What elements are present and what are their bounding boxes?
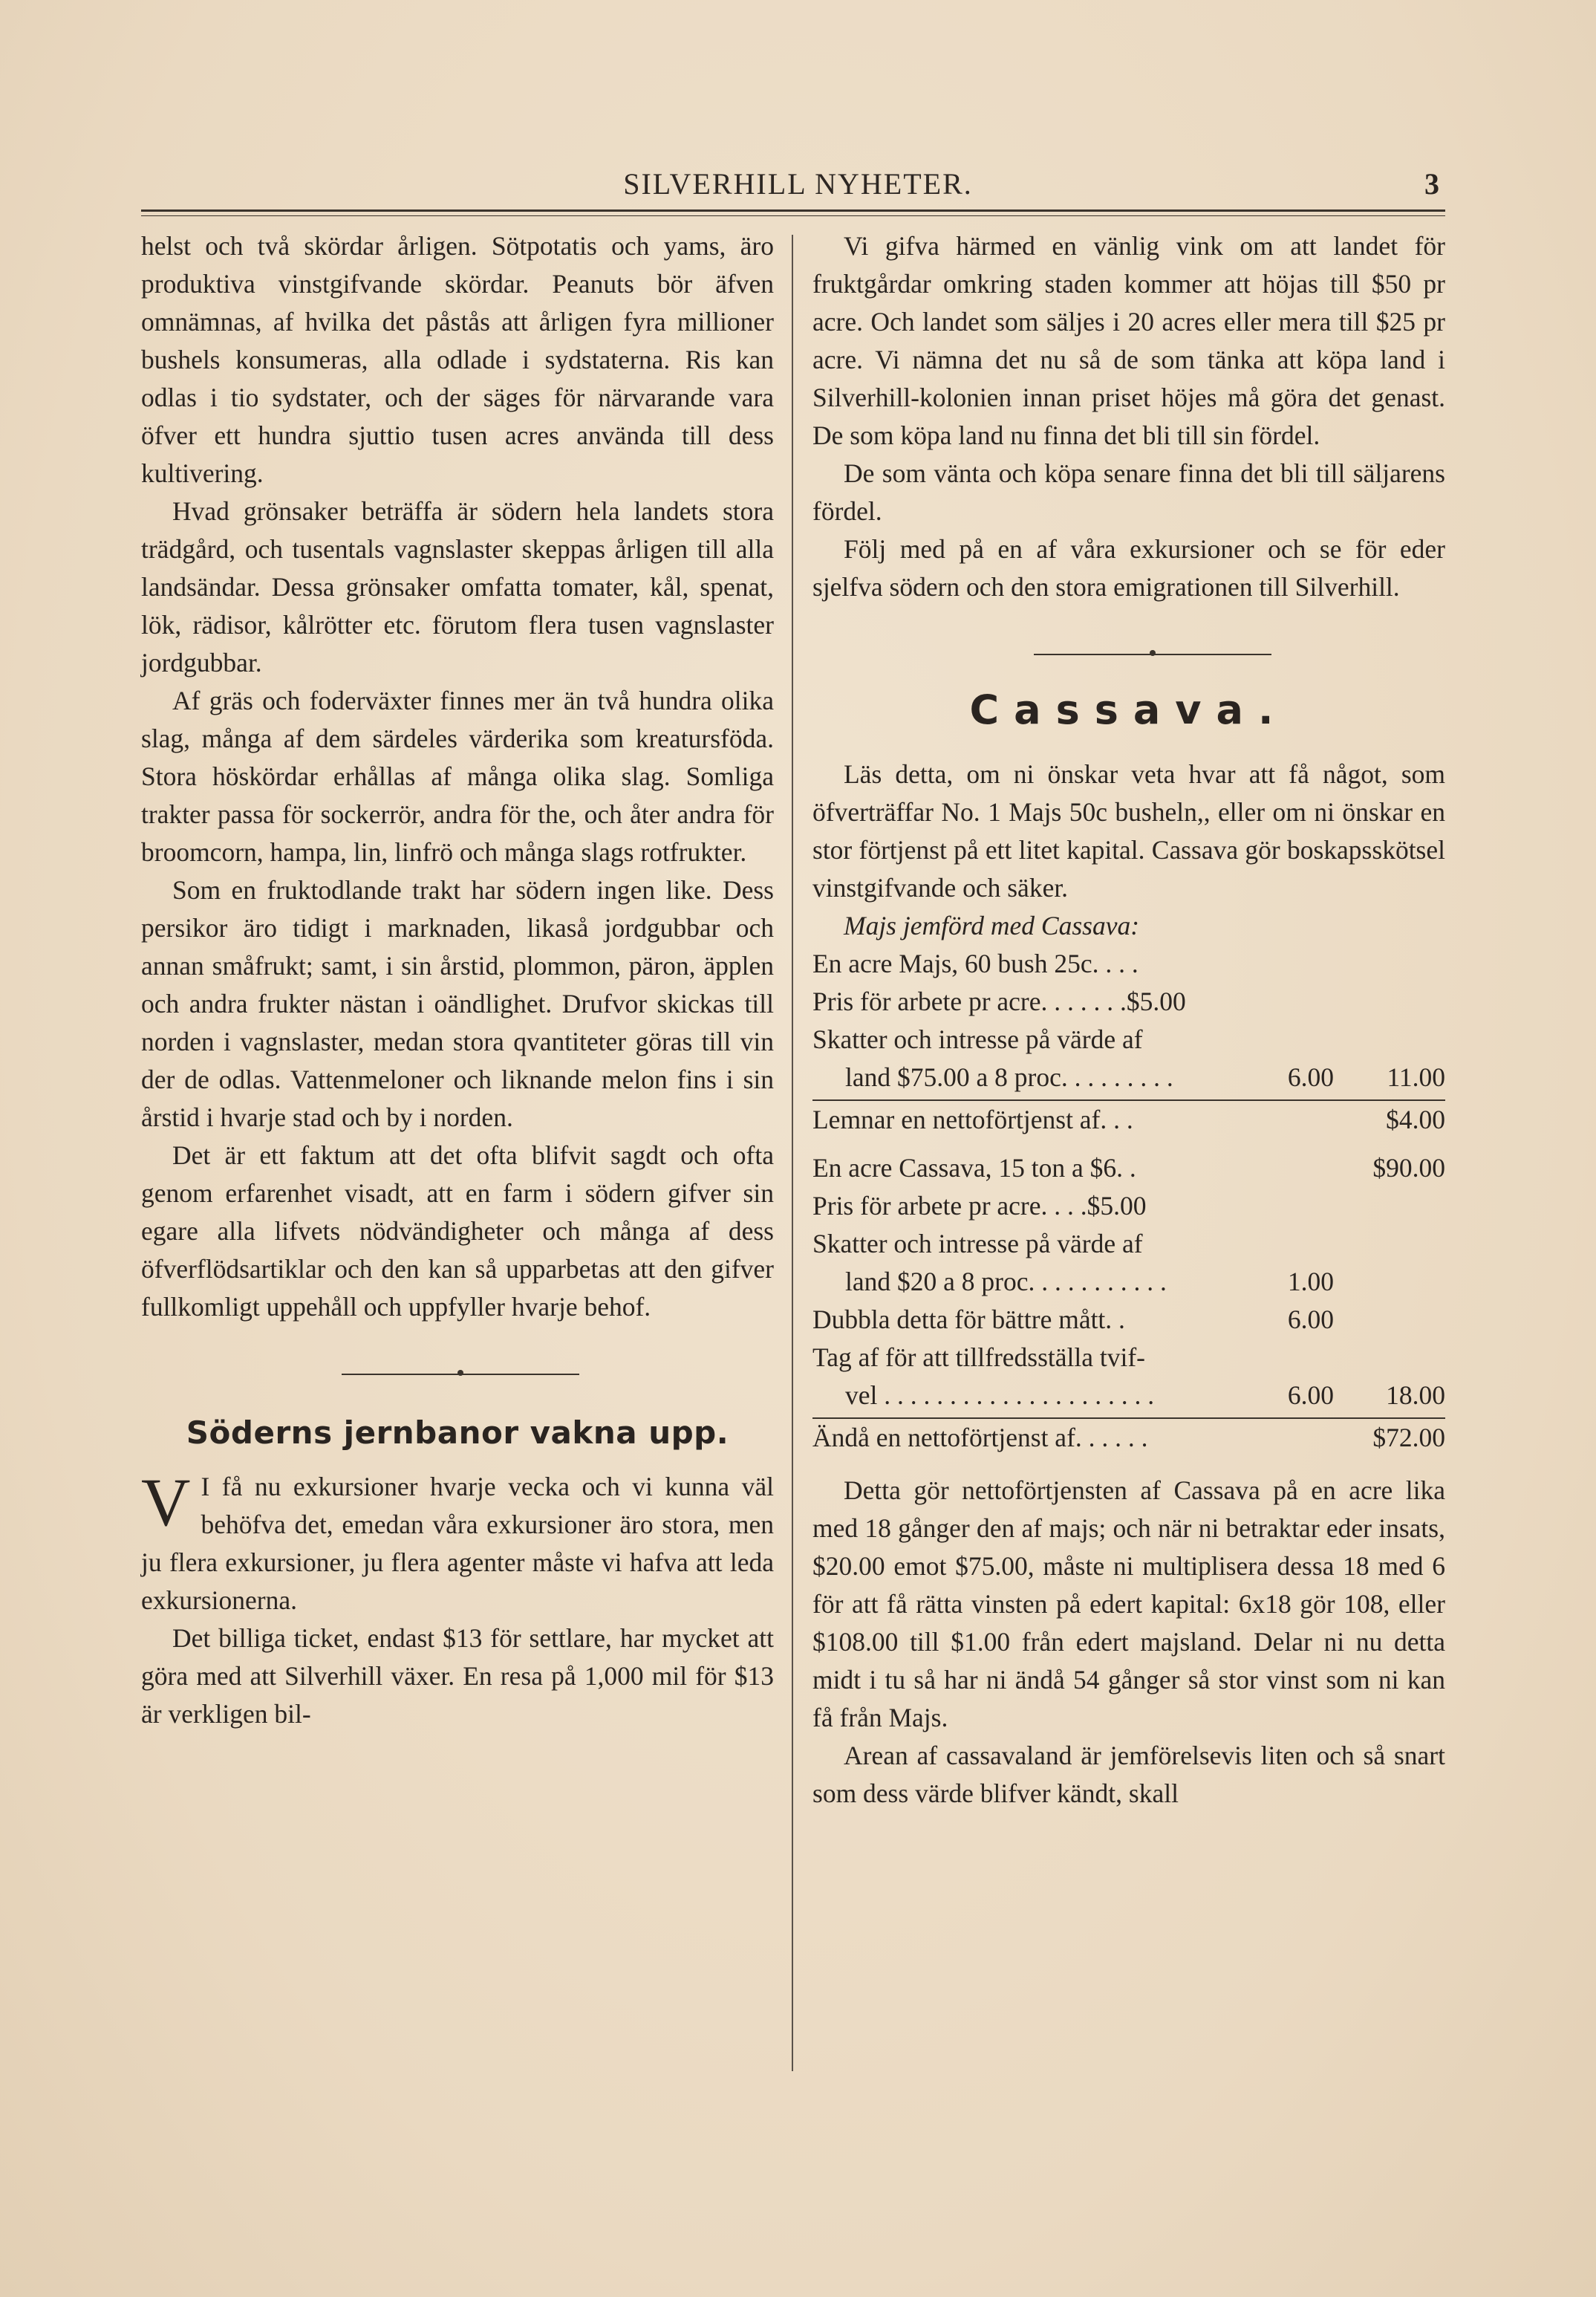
- table-row: [812, 1377, 1445, 1414]
- row-label: vel . . . . . . . . . . . . . . . . . . . . .: [845, 1380, 1155, 1410]
- closing-paragraph: Arean af cassavaland är jemförelsevis liten och så snart som dess värde blifver kändt, skall: [812, 1741, 1445, 1808]
- result-value: $72.00: [1372, 1423, 1445, 1452]
- row-label: Dubbla detta för bättre mått. .: [812, 1305, 1125, 1334]
- row-label: Tag af för att tillfredsställa tvif-: [812, 1342, 1145, 1372]
- column-divider: [792, 235, 793, 2071]
- row-total: [1334, 1225, 1445, 1263]
- section-paragraph: [141, 1464, 774, 1619]
- page-header-title: SILVERHILL NYHETER.: [623, 167, 973, 201]
- right-paragraph: Följ med på en af våra exkursioner och se för eder sjelfva södern och den stora emigrationen till Silverhill.: [812, 534, 1445, 602]
- table-row: [812, 1339, 1445, 1377]
- left-column: [141, 227, 774, 1733]
- row-value: 6.00: [1287, 1305, 1334, 1334]
- row-total: [1334, 1339, 1445, 1377]
- row-label: Skatter och intresse på värde af: [812, 1024, 1143, 1054]
- section-heading-railways: Söderns jernbanor vakna upp.: [186, 1414, 729, 1451]
- header-rule-thin: [141, 215, 1445, 216]
- left-paragraph: Af gräs och foderväxter finnes mer än två hundra olika slag, många af dem särdeles värderika som kreatursföda. Stora höskördar erhållas af många olika slag. Somliga trakter passa för sockerrör, andra för the, och åter andra för broomcorn, hampa, lin, linfrö och många slags rotfrukter.: [141, 686, 774, 867]
- row-label: Pris för arbete pr acre. . . . . . .$5.00: [812, 987, 1186, 1016]
- row-label: Skatter och intresse på värde af: [812, 1229, 1143, 1258]
- left-paragraph: Som en fruktodlande trakt har södern ingen like. Dess persikor äro tidigt i marknaden, likaså jordgubbar och annan småfrukt; samt, i sin årstid, plommon, päron, äpplen och andra frukter nästan i oändlighet. Drufvor skickas till norden i vagnslaster, medan stora qvantiteter göras till vin der de odlas. Vattenmeloner och liknande melon fins i sin årstid i hvarje stad och by i norden.: [141, 875, 774, 1132]
- table-row: [812, 983, 1445, 1021]
- left-paragraph: helst och två skördar årligen. Sötpotatis och yams, äro produktiva vinstgifvande skördar. Peanuts bör äfven omnämnas, af hvilka det påstås att årligen fyra millioner bushels konsumeras, alla odlade i sydstaterna. Ris kan odlas i tio sydstater, och der säges för närvarande vara öfver ett hundra sjuttio tusen acres använda till dess kultivering.: [141, 231, 774, 488]
- row-value: [1222, 1021, 1334, 1059]
- row-total: [1334, 1021, 1445, 1059]
- table-row-result: [812, 1418, 1445, 1457]
- row-value: 6.00: [1287, 1062, 1334, 1092]
- comparison-title: Majs jemförd med Cassava:: [844, 911, 1140, 940]
- row-value: 6.00: [1287, 1380, 1334, 1410]
- result-value: $4.00: [1386, 1105, 1445, 1134]
- row-value: 1.00: [1287, 1267, 1334, 1296]
- table-row: [812, 1149, 1445, 1187]
- result-label: Lemnar en nettoförtjenst af. . .: [812, 1105, 1133, 1134]
- row-value: [1222, 945, 1334, 983]
- row-value: [1222, 1339, 1334, 1377]
- section-paragraph: Det billiga ticket, endast $13 för settlare, har mycket att göra med att Silverhill växer. En resa på 1,000 mil för $13 är verkligen bil-: [141, 1623, 774, 1729]
- table-row: [812, 1263, 1445, 1301]
- right-column: [812, 227, 1445, 1813]
- section-ornament: [141, 1356, 774, 1391]
- row-value: [1222, 1187, 1334, 1225]
- row-label: En acre Majs, 60 bush 25c. . . .: [812, 949, 1139, 978]
- row-label: En acre Cassava, 15 ton a $6. .: [812, 1153, 1136, 1183]
- page-number: 3: [1424, 167, 1439, 201]
- header-rule: [141, 209, 1445, 212]
- row-total: 11.00: [1387, 1062, 1445, 1092]
- right-paragraph: Vi gifva härmed en vänlig vink om att landet för fruktgårdar omkring staden kommer att höjas till $50 pr acre. Och landet som säljes i 20 acres eller mera till $25 pr acre. Vi nämna det nu så de som tänka att köpa land i Silverhill-kolonien innan priset höjes må göra det genast. De som köpa land nu finna det bli till sin fördel.: [812, 231, 1445, 450]
- table-row: [812, 1059, 1445, 1096]
- right-paragraph: De som vänta och köpa senare finna det bli till säljarens fördel.: [812, 458, 1445, 526]
- row-total: $90.00: [1372, 1153, 1445, 1183]
- left-paragraph: Det är ett faktum att det ofta blifvit sagdt och ofta genom erfarenhet visadt, att en farm i södern gifver sin egare alla lifvets nödvändigheter och många af dess öfverflödsartiklar och den kan så upparbetas att den gifver fullkomligt uppehåll och uppfyller hvarje behof.: [141, 1140, 774, 1322]
- row-total: [1334, 945, 1445, 983]
- table-row: [812, 945, 1445, 983]
- row-total: [1334, 1263, 1445, 1301]
- result-label: Ändå en nettoförtjenst af. . . . . .: [812, 1423, 1148, 1452]
- drop-cap: V: [141, 1464, 191, 1540]
- row-label: Pris för arbete pr acre. . . .$5.00: [812, 1191, 1147, 1221]
- row-value: [1222, 1225, 1334, 1263]
- row-value: [1222, 983, 1334, 1021]
- closing-paragraph: Detta gör nettoförtjensten af Cassava på en acre lika med 18 gånger den af majs; och när ni betraktar eder insats, $20.00 emot $75.00, måste ni multiplisera dessa 18 med 6 för att få rätta vinsten på edert kapital: 6x18 gör 108, eller $108.00 till $1.00 från edert majsland. Delar ni nu detta midt i tu så har ni ändå 54 gånger så stor vinst som ni kan få från Majs.: [812, 1475, 1445, 1732]
- section-paragraph-text: I få nu exkursioner hvarje vecka och vi kunna väl behöfva det, emedan våra exkursioner äro stora, men ju flera exkursioner, ju flera agenter måste vi hafva att leda exkursionerna.: [141, 1472, 774, 1615]
- row-total: 18.00: [1386, 1380, 1445, 1410]
- table-row: [812, 1187, 1445, 1225]
- table-row: [812, 1225, 1445, 1263]
- row-value: [1222, 1149, 1334, 1187]
- cassava-intro: Läs detta, om ni önskar veta hvar att få något, som öfverträffar No. 1 Majs 50c busheln,, eller om ni önskar en stor förtjenst på ett litet kapital. Cassava gör boskapsskötsel vinstgifvande och säker.: [812, 759, 1445, 903]
- section-ornament: [812, 636, 1445, 672]
- cassava-heading: Cassava.: [969, 686, 1289, 733]
- row-total: [1334, 983, 1445, 1021]
- comparison-table: [812, 945, 1445, 1457]
- table-row-result: [812, 1100, 1445, 1139]
- row-total: [1334, 1187, 1445, 1225]
- left-paragraph: Hvad grönsaker beträffa är södern hela landets stora trädgård, och tusentals vagnslaster skeppas årligen till alla landsändar. Dessa grönsaker omfatta tomater, kål, spenat, lök, rädisor, kålrötter etc. förutom flera tusen vagnslaster jordgubbar.: [141, 496, 774, 678]
- table-row: [812, 1021, 1445, 1059]
- row-total: [1334, 1301, 1445, 1339]
- row-label: land $75.00 a 8 proc. . . . . . . . .: [845, 1062, 1173, 1092]
- table-row: [812, 1301, 1445, 1339]
- row-label: land $20 a 8 proc. . . . . . . . . . .: [845, 1267, 1167, 1296]
